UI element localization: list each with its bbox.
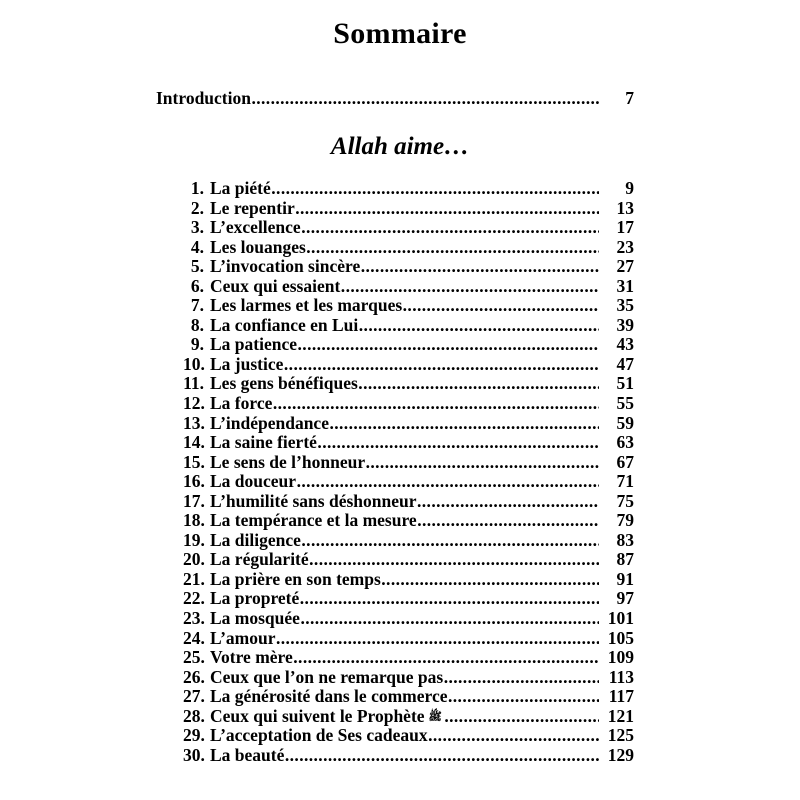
dot-leader: [361, 257, 599, 277]
dot-leader: [358, 374, 599, 394]
dot-leader: [341, 277, 599, 297]
dot-leader: [444, 668, 599, 688]
toc-entry-number: 8.: [190, 314, 204, 335]
toc-entry-number: 10.: [183, 353, 205, 374]
toc-entry-label: Introduction: [156, 88, 251, 108]
toc-entry-introduction[interactable]: [156, 89, 634, 108]
toc-entry-page-number: 79: [616, 510, 634, 531]
toc-entry-page-number: 87: [616, 549, 634, 570]
toc-entry-label: La propreté: [210, 588, 300, 609]
toc-entry[interactable]: [183, 238, 634, 258]
toc-entry-page-number: 59: [616, 412, 634, 433]
dot-leader: [366, 453, 599, 473]
toc-entry-number: 14.: [183, 432, 205, 453]
toc-entry-number: 24.: [183, 627, 205, 648]
dot-leader: [300, 609, 599, 629]
toc-entry[interactable]: [183, 511, 634, 531]
toc-entry-number: 27.: [183, 686, 205, 707]
toc-entry-number: 6.: [190, 275, 204, 296]
toc-entry-page-number: 71: [616, 471, 634, 492]
toc-entry-page-number: 13: [616, 197, 634, 218]
toc-entry[interactable]: [183, 707, 634, 727]
toc-entry-number: 16.: [183, 471, 205, 492]
toc-entry[interactable]: [183, 277, 634, 297]
toc-entry-number: 25.: [183, 647, 205, 668]
dot-leader: [293, 648, 599, 668]
toc-entry[interactable]: [183, 550, 634, 570]
dot-leader: [444, 707, 599, 727]
toc-entry-page-number: 17: [616, 217, 634, 238]
toc-entry[interactable]: [183, 531, 634, 551]
toc-entry-label: L’amour: [210, 627, 276, 648]
dot-leader: [300, 589, 599, 609]
toc-entry-page-number: 121: [607, 705, 634, 726]
toc-entry-number: 19.: [183, 529, 205, 550]
toc-entry-page-number: 91: [616, 568, 634, 589]
toc-entry-number: 17.: [183, 490, 205, 511]
toc-entry-page-number: 113: [608, 666, 634, 687]
toc-entry[interactable]: [183, 453, 634, 473]
toc-entry-page-number: 9: [625, 178, 634, 198]
toc-entry[interactable]: [183, 726, 634, 746]
toc-entry-number: 23.: [183, 608, 205, 629]
toc-entry-label: L’humilité sans déshonneur: [210, 490, 417, 511]
toc-entry-number: 30.: [183, 744, 205, 765]
toc-entry[interactable]: [183, 746, 634, 766]
toc-entry-number: 12.: [183, 393, 205, 414]
toc-entry-page-number: 55: [616, 393, 634, 414]
toc-entry-page-number: 63: [616, 432, 634, 453]
toc-entry[interactable]: [183, 296, 634, 316]
toc-entry-label: La tempérance et la mesure: [210, 510, 417, 531]
dot-leader: [271, 179, 599, 199]
toc-entry-number: 3.: [190, 217, 204, 238]
toc-entry-page-number: 43: [616, 334, 634, 355]
dot-leader: [284, 355, 599, 375]
dot-leader: [417, 492, 599, 512]
toc-entry-number: 29.: [183, 725, 205, 746]
toc-entry[interactable]: [183, 589, 634, 609]
toc-entry-page-number: 67: [616, 451, 634, 472]
dot-leader: [317, 433, 599, 453]
toc-entry[interactable]: [183, 355, 634, 375]
dot-leader: [285, 746, 599, 766]
toc-entry-number: 22.: [183, 588, 205, 609]
dot-leader: [301, 531, 599, 551]
toc-entry-page-number: 105: [607, 627, 634, 648]
toc-entry-label: La régularité: [210, 549, 309, 570]
toc-entry-number: 20.: [183, 549, 205, 570]
toc-entry-page-number: 27: [616, 256, 634, 277]
toc-entry-page-number: 129: [607, 744, 634, 765]
toc-entry-label: La confiance en Lui: [210, 314, 359, 335]
toc-entry-number: 13.: [183, 412, 205, 433]
honorific-icon: ﷺ: [428, 709, 442, 723]
toc-entry-number: 21.: [183, 568, 205, 589]
toc-entry-label: La patience: [210, 334, 298, 355]
toc-entry-label: Ceux qui essaient: [210, 275, 341, 296]
toc-entry[interactable]: [183, 492, 634, 512]
toc-entry-label: L’excellence: [210, 217, 301, 238]
toc-entry-list: [183, 179, 634, 765]
dot-leader: [381, 570, 599, 590]
dot-leader: [273, 394, 599, 414]
dot-leader: [329, 414, 599, 434]
toc-entry-number: 4.: [190, 236, 204, 257]
toc-entry-page-number: 51: [616, 373, 634, 394]
toc-entry[interactable]: [183, 199, 634, 219]
toc-entry-number: 26.: [183, 666, 205, 687]
toc-entry-label: La beauté: [210, 744, 285, 765]
toc-entry-label: La mosquée: [210, 608, 300, 629]
toc-entry-label: L’indépendance: [210, 412, 329, 433]
section-heading: Allah aime…: [330, 133, 470, 160]
toc-entry-page-number: 35: [616, 295, 634, 316]
toc-entry-label: La saine fierté: [210, 432, 317, 453]
toc-entry-label: La générosité dans le commerce: [210, 686, 448, 707]
dot-leader: [403, 296, 599, 316]
toc-entry-number: 2.: [190, 197, 204, 218]
toc-entry-page-number: 109: [607, 647, 634, 668]
toc-entry-label: Le sens de l’honneur: [210, 451, 366, 472]
toc-entry-label: Votre mère: [210, 647, 293, 668]
dot-leader: [428, 726, 599, 746]
toc-entry-page-number: 97: [616, 588, 634, 609]
toc-entry-number: 11.: [183, 373, 204, 394]
toc-entry-number: 28.: [183, 705, 205, 726]
toc-entry-label: La douceur: [210, 471, 297, 492]
toc-entry-page-number: 31: [616, 275, 634, 296]
toc-entry[interactable]: [183, 414, 634, 434]
toc-entry[interactable]: [183, 472, 634, 492]
toc-entry-page-number: 125: [607, 725, 634, 746]
toc-entry[interactable]: [183, 687, 634, 707]
dot-leader: [276, 629, 599, 649]
toc-entry[interactable]: [183, 374, 634, 394]
toc-entry-label: Les gens bénéfiques: [210, 373, 358, 394]
dot-leader: [448, 687, 599, 707]
toc-entry-page-number: 117: [608, 686, 634, 707]
toc-entry[interactable]: [183, 668, 634, 688]
toc-entry[interactable]: [183, 316, 634, 336]
toc-entry-label: La force: [210, 393, 273, 414]
dot-leader: [417, 511, 599, 531]
toc-entry-label: L’acceptation de Ses cadeaux: [210, 725, 428, 746]
dot-leader: [251, 89, 599, 108]
toc-entry-label: Les louanges: [210, 236, 306, 257]
toc-entry-label: L’invocation sincère: [210, 256, 361, 277]
toc-entry-label: Les larmes et les marques: [210, 295, 403, 316]
toc-entry-label: La justice: [210, 353, 284, 374]
toc-entry-number: 15.: [183, 451, 205, 472]
toc-entry-label: La piété: [210, 178, 271, 198]
toc-entry-label: Le repentir: [210, 197, 295, 218]
toc-entry-label: La diligence: [210, 529, 301, 550]
toc-entry-page-number: 23: [616, 236, 634, 257]
dot-leader: [306, 238, 599, 258]
toc-entry[interactable]: [183, 609, 634, 629]
toc-entry-page-number: 47: [616, 353, 634, 374]
toc-entry[interactable]: [183, 179, 634, 199]
toc-entry-label: La prière en son temps: [210, 568, 381, 589]
toc-entry-page-number: 75: [616, 490, 634, 511]
toc-entry[interactable]: [183, 648, 634, 668]
toc-entry-number: 9.: [190, 334, 204, 355]
toc-entry[interactable]: [183, 629, 634, 649]
page-title: Sommaire: [333, 17, 467, 50]
toc-entry[interactable]: [183, 570, 634, 590]
toc-entry-number: 1.: [190, 178, 204, 198]
toc-entry-label: Ceux qui suivent le Prophète: [210, 705, 425, 726]
toc-entry[interactable]: [183, 335, 634, 355]
toc-entry-page-number: 39: [616, 314, 634, 335]
toc-entry[interactable]: [183, 218, 634, 238]
dot-leader: [298, 335, 599, 355]
toc-entry-page-number: 101: [607, 608, 634, 629]
toc-entry[interactable]: [183, 433, 634, 453]
toc-entry-number: 5.: [190, 256, 204, 277]
dot-leader: [309, 550, 599, 570]
toc-entry-number: 18.: [183, 510, 205, 531]
dot-leader: [301, 218, 599, 238]
toc-entry-page-number: 83: [616, 529, 634, 550]
dot-leader: [297, 472, 599, 492]
toc-entry-page-number: 7: [625, 88, 634, 108]
toc-entry[interactable]: [183, 257, 634, 277]
dot-leader: [359, 316, 599, 336]
dot-leader: [295, 199, 599, 219]
toc-entry[interactable]: [183, 394, 634, 414]
toc-entry-label: Ceux que l’on ne remarque pas: [210, 666, 444, 687]
toc-entry-number: 7.: [190, 295, 204, 316]
